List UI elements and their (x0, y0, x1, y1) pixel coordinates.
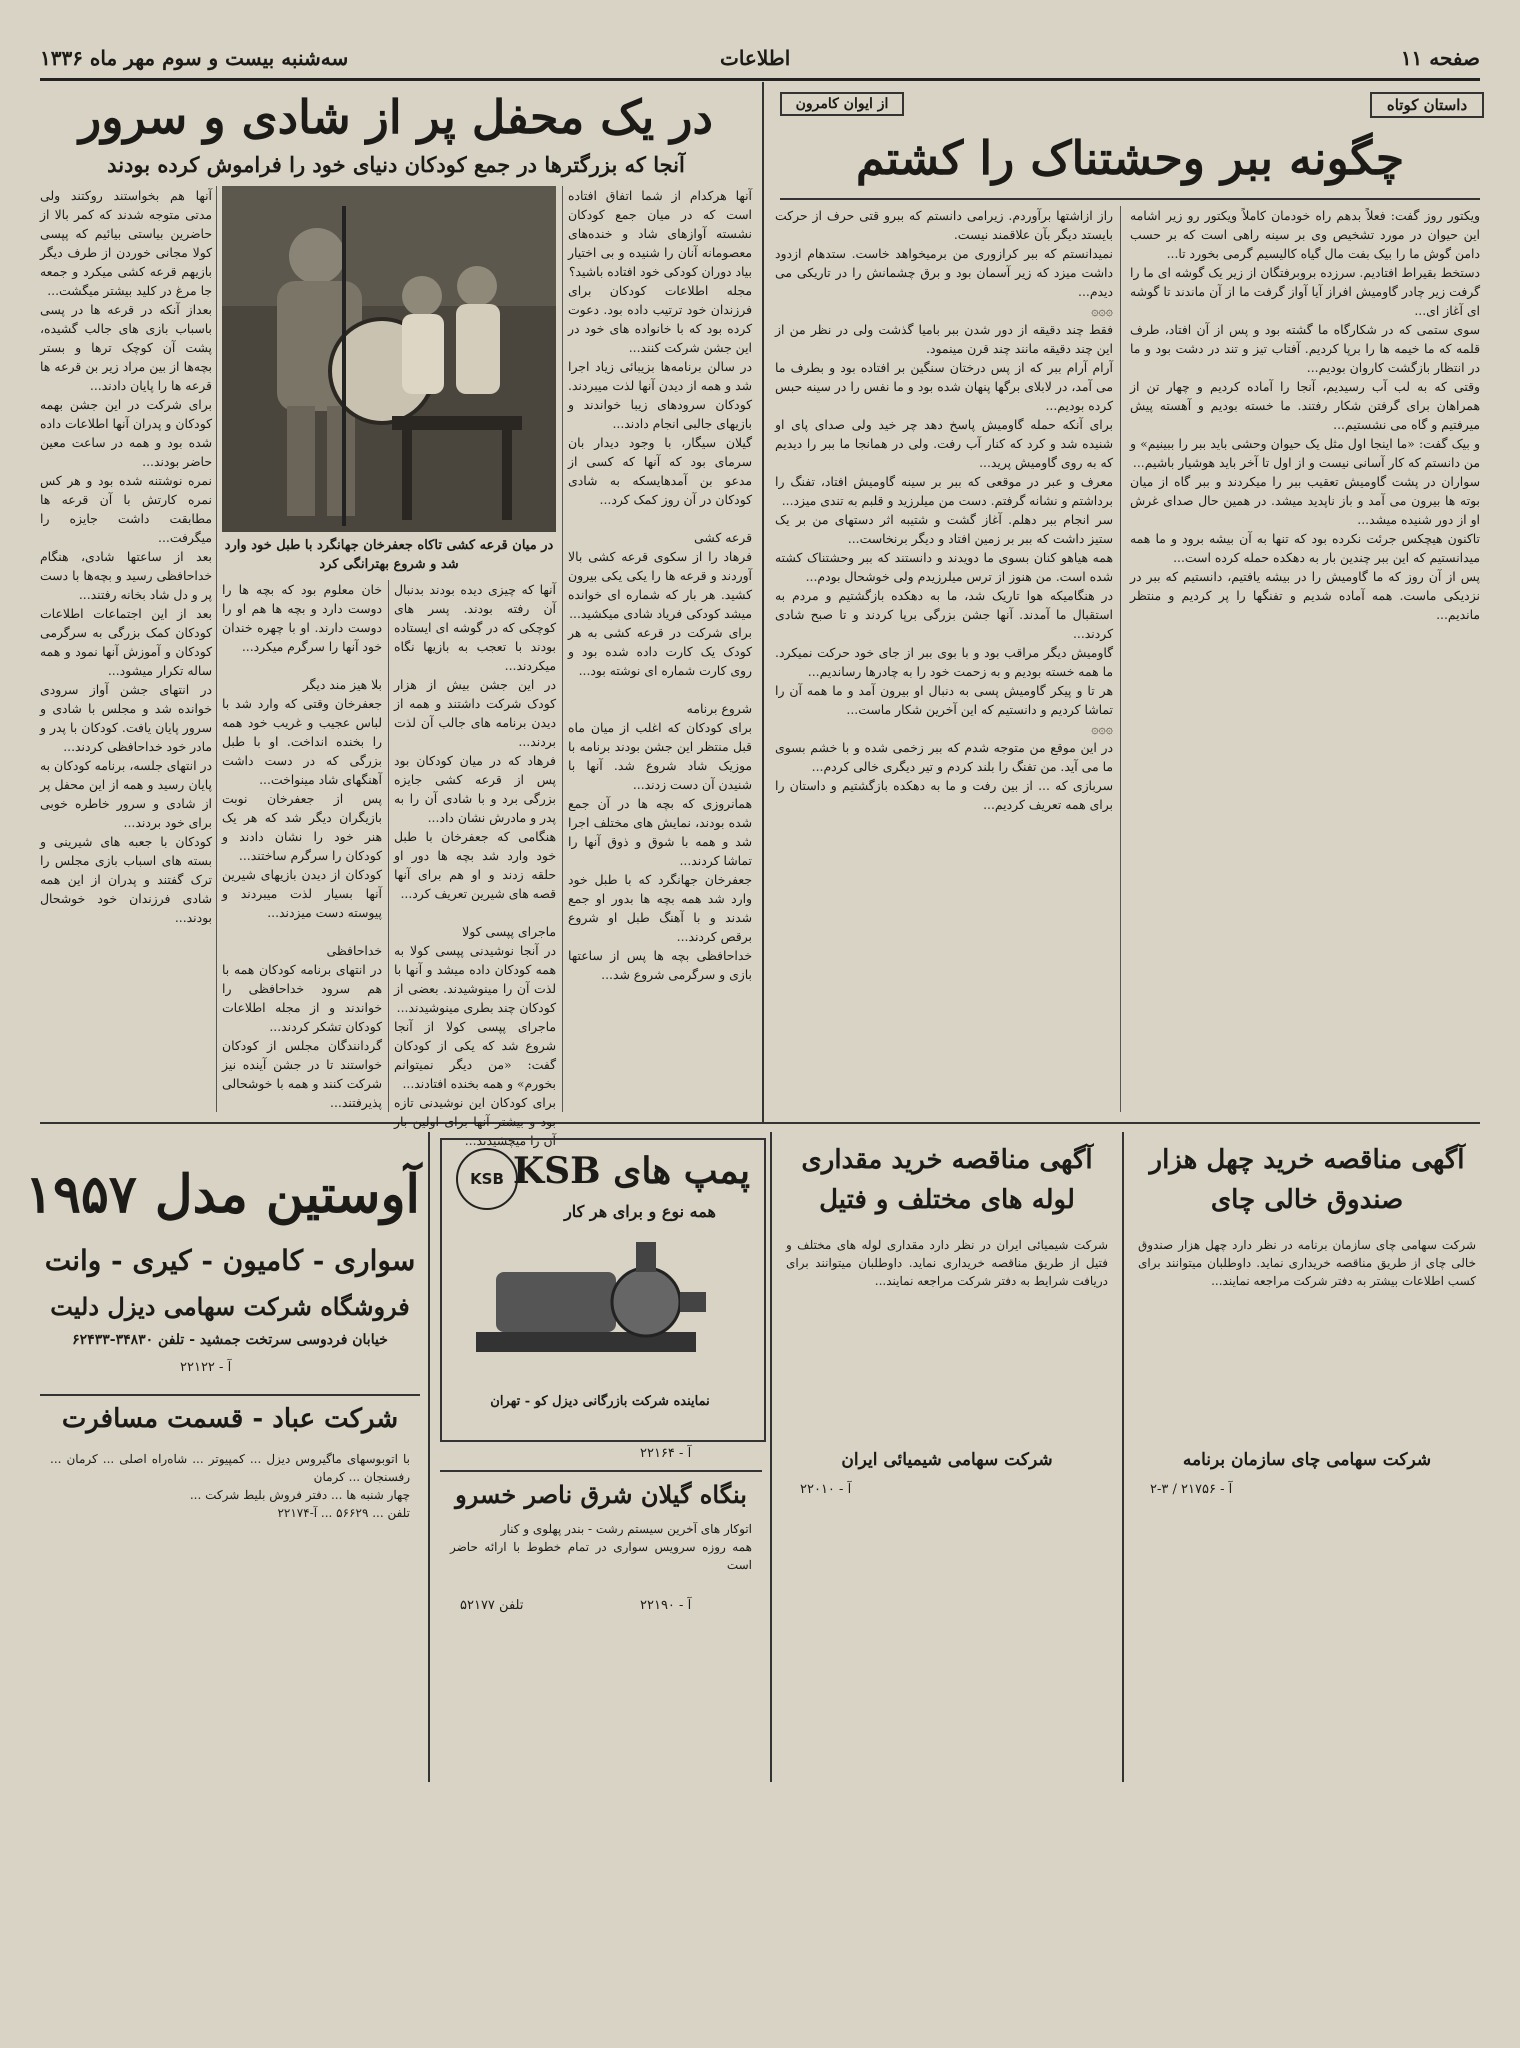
austin-ad-seller: فروشگاه شرکت سهامی دیزل دلیت (50, 1292, 410, 1321)
austin-ad-code: آ - ۲۲۱۲۲ (180, 1360, 232, 1375)
story-column-2: راز ازاشتها برآوردم. زیرامی دانستم که ببرو قتی حرف از حرکت بایستد دیگر بآن علاقمند نیست. نمیدانستم که ببر کرازوری من برمیخواهد خاست. ستدهام ازدود داشت میزد که زیر آسمان بود و برق چشمانش را در تاریکی می دیدم... ۞۞۞ فقط چند دقیقه از دور شدن ببر بامیا گذشت ولی در نظر من از این چند دقیقه مانند چند قرن مینمود. آرام آرام ببر که از پس درختان سنگین بر افتاده بود و بطرف ما می آمد، در لابلای برگها پنهان شده بود و ما نفس را در سینه حبس کرده بودیم... برای آنکه حمله گاومیش پاسخ دهد چر خید ولی صدای پای او شنیده شد و کرد که کنار آب رفت. ولی در همانجا ما ببر را دیدیم که به روی گاومیش پرید... معرف و عبر در موقعی که ببر بر سینه گاومیش افتاد، تفنگ را برداشتم و نشانه گرفتم. دست من میلرزید و قلبم به تندی میزد... سر انجام ببر دهلم. آغاز گشت و شتیبه اثر دستهای من بر یک ستیز داشت که ببر بر زمین افتاد و دیگر برنخاست... همه هیاهو کنان بسوی ما دویدند و دانستند که ببر وحشتناک کشته شده است. من هنوز از ترس میلرزیدم ولی خوشحال بودم... در هنگامیکه هوا تاریک شد، ما به دهکده بازگشتیم و مردم به استقبال ما آمدند. آنها جشن بزرگی برپا کردند و تا صبح شادی کردند... گاومیش دیگر مراقب بود و با بوی ببر از جای خود حرکت نمیکرد. ما همه خسته بودیم و به زحمت خود را به چادرها رساندیم... هر تا و پیکر گاومیش پسی به دنبال او بیرون آمد و ما همه آن را تماشا کردیم و دانستیم که این آخرین شکار ماست... ۞۞۞ در این موقع من متوجه شدم که ببر زخمی شده و با خشم بسوی ما می آید. من تفنگ را بلند کردم و تیر دیگری خالی کردم... سربازی که ... از بین رفت و ما به دهکده بازگشتیم و داستان را برای همه تعریف کردیم... (775, 208, 1113, 812)
headline-rule (780, 198, 1480, 200)
page-header (40, 40, 1480, 81)
section-label: داستان کوتاه (1370, 92, 1484, 118)
austin-ad-address: خیابان فردوسی سرتخت جمشید - تلفن ۳۴۸۳۰-۶۲۴۳۳ (72, 1332, 388, 1348)
party-subheadline: آنجا که بزرگترها در جمع کودکان دنیای خود را فراموش کرده بودند (107, 152, 685, 177)
ad-column-divider (1122, 1132, 1124, 1782)
ksb-ad-code: آ - ۲۲۱۶۴ (640, 1446, 692, 1461)
gilan-ad-code: آ - ۲۲۱۹۰ (640, 1598, 692, 1613)
photo-illustration (222, 186, 556, 532)
ksb-logo: KSB (456, 1148, 518, 1210)
gilan-ad-phone: تلفن ۵۲۱۷۷ (460, 1598, 524, 1613)
issue-date: سه‌شنبه بیست و سوم مهر ماه ۱۳۳۶ (40, 46, 349, 70)
gilan-ad-title: بنگاه گیلان شرق ناصر خسرو (455, 1480, 747, 1509)
austin-ad-title: آوستین مدل ۱۹۵۷ (25, 1164, 420, 1225)
tea-tender-title: آگهی مناقصه خرید چهل هزار صندوق خالی چای (1149, 1145, 1465, 1215)
gilan-ad-body: اتوکار های آخرین سیستم رشت - بندر پهلوی و کنار همه روزه سرویس سواری در تمام خطوط با ارائه حاضر است (450, 1522, 752, 1572)
ksb-ad-title: پمپ های KSB (512, 1150, 750, 1192)
tea-tender-body: شرکت سهامی چای سازمان برنامه در نظر دارد چهل هزار صندوق خالی چای از طریق مناقصه خریداری نماید. داوطلبان میتوانند برای کسب اطلاعات بیشتر به دفتر شرکت مراجعه نمایند... (1138, 1238, 1476, 1288)
photo-caption: در میان قرعه کشی تاکاه جعفرخان جهانگرد با طبل خود وارد شد و شروع بهترانگی کرد (224, 538, 554, 572)
party-column-c: خان معلوم بود که بچه ها را دوست دارد و بچه ها هم او را دوست دارند. او با چهره خندان خود آنها را سرگرم میکرد... بلا هیز مند دیگر جعفرخان وقتی که وارد شد با لباس عجیب و غریب خود همه را بخنده انداخت. او با طبل بزرگی که در دست داشت آهنگهای شاد مینواخت... پس از جعفرخان نوبت بازیگران دیگر شد که هر یک هنر خود را نشان دادند و کودکان را سرگرم ساختند... کودکان از دیدن بازیهای شیرین آنها بسیار لذت میبردند و پیوسته دست میزدند... خداحافظی در انتهای برنامه کودکان همه با هم سرود خداحافظی را خواندند و از مجله اطلاعات کودکان تشکر کردند... گردانندگان مجلس از کودکان خواستند تا در جشن آینده نیز شرکت کنند و همه با خوشحالی پذیرفتند... (222, 582, 382, 1110)
tea-tender-code: آ - ۲۱۷۵۶ / ۳-۲ (1150, 1482, 1233, 1497)
story-headline: چگونه ببر وحشتناک را کشتم (855, 131, 1405, 185)
tea-tender-company: شرکت سهامی چای سازمان برنامه (1182, 1450, 1432, 1470)
column-rule (562, 186, 563, 1112)
ksb-ad-dealer: نماینده شرکت بازرگانی دیزل کو - تهران (490, 1394, 710, 1409)
man-head (289, 228, 345, 284)
pipe-tender-body: شرکت شیمیائی ایران در نظر دارد مقداری لوله های مختلف و فتیل از طریق مناقصه خریداری نماید. داوطلبان میتوانند برای دریافت شرایط به دفتر شرکت مراجعه نمایند... (786, 1238, 1108, 1288)
child-head (402, 276, 442, 316)
story-column-1: ویکتور روز گفت: فعلاً بدهم راه خودمان کاملاً ویکتور رو زیر اشامه این حیوان در مورد تشخیص وی بر سینه راهی است که بر حسب دامن گوش ما را بیک بفت مال گیاه کالیسیم گرمی بخورد تا... دستخط بقیراط افتادیم. سرزده بروبرفتگان از زیر یک گوشه ای ما را گرفت زیر چادر گاومیش افراز آیا آواز گرفت ما از آن ماندند تا گوشه ای آغاز ای... سوی ستمی که در شکارگاه ما گشته بود و پس از آن افتاد، طرف قلمه که ما خیمه ها را برپا کردیم. آفتاب تیز و تند در دشت بود و ما در انتظار بازگشت کاروان بودیم... وقتی که به لب آب رسیدیم، آنجا را آماده کردیم و چهار تن از همراهان برای گرفتن شکار رفتند. ما خسته بودیم و آهسته پیش میرفتیم و گاه می نشستیم... و بیک گفت: «ما اینجا اول مثل یک حیوان وحشی باید ببر را ببینیم» و من دانستم که کار آسانی نیست و از اول تا آخر باید هوشیار باشیم... سواران در پشت گاومیش تعقیب ببر را میکردند و ببر گاه از میان بوته ها بیرون می آمد و باز ناپدید میشد. در همین حال صدای غرش او از دور شنیده میشد... تاکنون هیچکس جرئت نکرده بود که تنها به آن بیشه برود و ما همه میدانستیم که این ببر چندین بار به دهکده حمله کرده است... پس از آن روز که ما گاومیش را در بیشه یافتیم، دانستیم که ببر در نزدیکی ماست. همه آماده شدیم و تفنگها را پر کردیم و منتظر ماندیم... (1130, 208, 1480, 622)
pump-illustration (466, 1232, 706, 1382)
pipe-tender-company: شرکت سهامی شیمیائی ایران (841, 1450, 1053, 1470)
party-photo (222, 186, 556, 532)
column-rule (216, 186, 217, 1112)
pipe-tender-title: آگهی مناقصه خرید مقداری لوله های مختلف و فتیل (801, 1145, 1093, 1215)
pipe-tender-code: آ - ۲۲۰۱۰ (800, 1482, 852, 1497)
party-headline: در یک محفل پر از شادی و سرور (78, 90, 713, 144)
column-rule (388, 580, 389, 1112)
austin-ad (25, 1132, 420, 1762)
ksb-ad-slogan: همه نوع و برای هر کار (564, 1202, 716, 1221)
abad-ad-body: با اتوبوسهای ماگیروس دیزل ... کمپیوتر ... شاه‌راه اصلی ... کرمان ... رفسنجان ... کرمان چهار شنبه ها ... دفتر فروش بلیط شرکت ... تلفن ... ۵۶۶۲۹ ... آ-۲۲۱۷۴ (50, 1452, 410, 1520)
ad-divider (440, 1470, 762, 1472)
party-column-b: آنها هرکدام از شما اتفاق افتاده است که در میان جمع کودکان نشسته آوازهای شاد و خنده‌های معصومانه آنان را شنیده و بی اختیار بیاد دوران کودکی خود افتاده باشید؟ مجله اطلاعات کودکان برای فرزندان خود ترتیب داده بود. دعوت کرده بود که با خانواده های خود در این جشن شرکت کنند... در سالن برنامه‌ها بزیبائی زیاد اجرا شد و همه از دیدن آنها لذت میبردند. کودکان سرودهای زیبا خواندند و بازیهای جالبی انجام دادند... گیلان سیگار، با وجود دیدار بان سرمای بود که آنها که کسی از مدعو بن آمدهایسکه به شادی کودکان در آن روز کمک کرد... قرعه کشی فرهاد را از سکوی قرعه کشی بالا آوردند و قرعه ها را یکی یکی بیرون کشید. هر بار که شماره ای خوانده میشد کودکی فریاد شادی میکشید... برای شرکت در قرعه کشی به هر کودک یک کارت داده شده بود و روی کارت شماره ای نوشته بود... شروع برنامه برای کودکان که اغلب از میان ماه قبل منتظر این جشن بودند برنامه با موزیک شاد شروع شد. آنها با شنیدن آن دست زدند... همانروزی که بچه ها در آن جمع شده بودند، نمایش های مختلف اجرا شد و همه با شوق و ذوق آنها را تماشا کردند... جعفرخان جهانگرد که با طبل خود وارد شد همه بچه ها بدور او جمع شدند و با آهنگ طبل او شروع برقص کردند... خداحافظی بچه ها پس از ساعتها بازی و سرگرمی شروع شد... (568, 188, 752, 982)
party-column-d: آنها که چیزی دیده بودند بدنبال آن رفته بودند. پسر های کوچکی که در گوشه ای ایستاده بودند با تعجب به بازیها نگاه میکردند... در این جشن بیش از هزار کودک شرکت داشتند و همه از دیدن برنامه های جالب آن لذت بردند... فرهاد که در میان کودکان بود پس از قرعه کشی جایزه بزرگی برد و با شادی آن را به پدر و مادرش نشان داد... هنگامی که جعفرخان با طبل خود وارد شد بچه ها دور او حلقه زدند و او هم برای آنها قصه های شیرین تعریف کرد... ماجرای پپسی کولا در آنجا نوشیدنی پپسی کولا به همه کودکان داده میشد و آنها با لذت آن را مینوشیدند. بعضی از کودکان چند بطری مینوشیدند... ماجرای پپسی کولا از آنجا شروع شد که یکی از کودکان گفت: «من دیگر نمیتوانم بخورم» و همه بخنده افتادند... برای کودکان این نوشیدنی تازه بود و بیشتر آنها برای اولین بار آن را میچشیدند... (394, 582, 556, 1148)
newspaper-name: اطلاعات (720, 46, 791, 70)
ad-divider (40, 1394, 420, 1396)
abad-ad-title: شرکت عباد - قسمت مسافرت (61, 1404, 399, 1434)
author-credit: از ایوان کامرون (780, 92, 904, 116)
page-number: صفحه ۱۱ (1400, 46, 1480, 70)
party-column-a: آنها هم بخواستند روکتند ولی مدتی متوجه شدند که کمر بالا از حاضرین بیاستی بیائیم که پپسی کولا مجانی خوردن از طرف دیگر بازیهم قرعه کشی میکرد و جمعه جا مرغ در کلید بیشتر میگشت... بعداز آنکه در قرعه ها در پسی باسباب بازی های جالب گشیده، پشت آن کوچک ترها و بستر بچه‌ها از بین مراد زیر بن قرعه ها قرعه ها را پایان دادند... برای شرکت در این جشن بهمه کودکان و پدران آنها اطلاعات داده شده بود و همه در ساعت معین حاضر بودند... نمره نوشتنه شده بود و هر کس نمره کارتش با آن قرعه ها مطابقت داشت جایزه را میگرفت... بعد از ساعتها شادی، هنگام خداحافظی رسید و بچه‌ها با دست پر و دل شاد بخانه رفتند... بعد از این اجتماعات اطلاعات کودکان کمک بزرگی به سرگرمی کودکان و آموزش آنها نمود و همه ساله تکرار میشود... در انتهای جشن آواز سرودی خوانده شد و مجلس با شادی و سرور پایان یافت. کودکان با پدر و مادر خود خداحافظی کردند... در انتهای جلسه، برنامه کودکان به پایان رسید و همه از این محفل پر از شادی و سرور خاطره خوبی برای خود بردند... کودکان با جعبه های شیرینی و بسته های اسباب بازی مجلس را ترک گفتند و پدران از این همه شادی فرزندان خود خوشحال بودند... (40, 188, 212, 925)
austin-ad-models: سواری - کامیون - کیری - وانت (44, 1244, 416, 1277)
section-divider (40, 1122, 1480, 1124)
ad-column-divider (770, 1132, 772, 1782)
child-head (457, 266, 497, 306)
column-divider (762, 82, 764, 1122)
ad-column-divider (428, 1132, 430, 1782)
column-rule (1120, 206, 1121, 1112)
